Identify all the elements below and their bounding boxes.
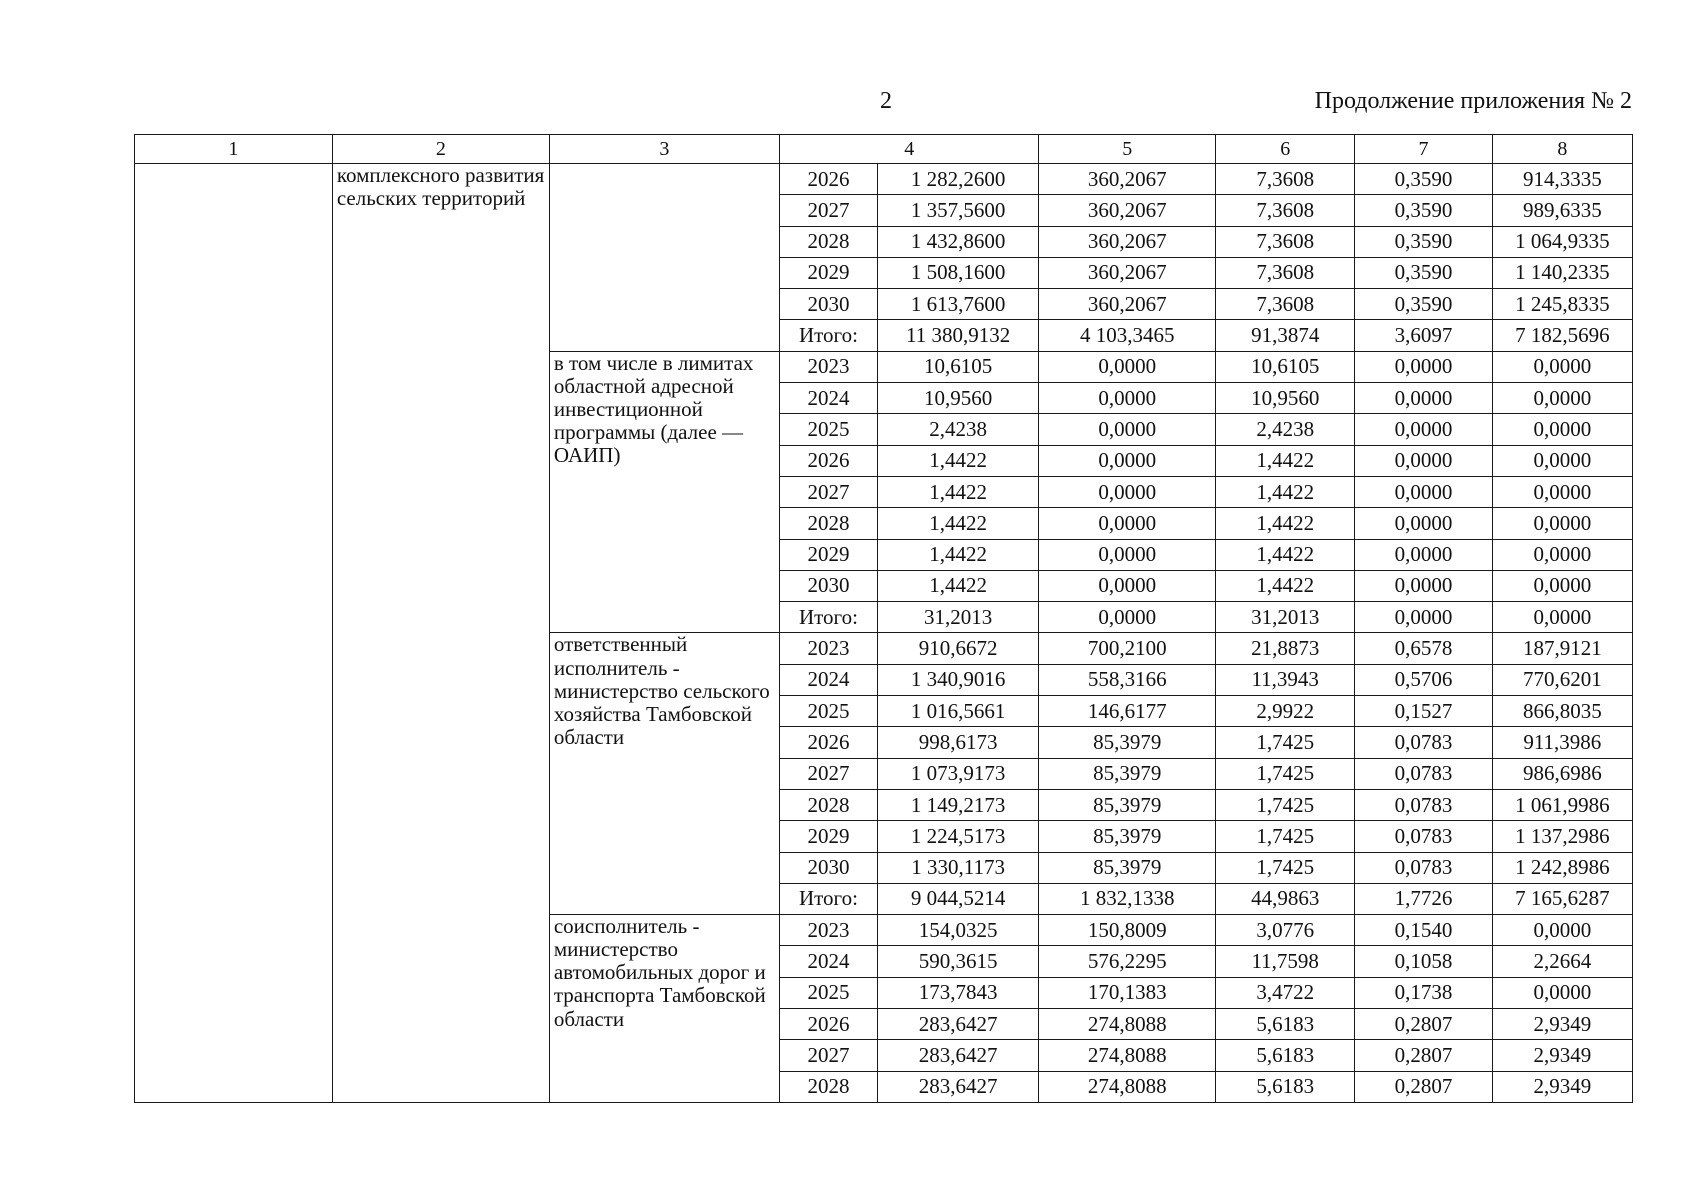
value-cell: 10,6105 — [1216, 351, 1355, 382]
value-cell: 0,0000 — [1492, 570, 1632, 601]
value-cell: 770,6201 — [1492, 664, 1632, 695]
value-cell: 1 064,9335 — [1492, 226, 1632, 257]
value-cell: 1 149,2173 — [877, 789, 1039, 820]
value-cell: 7,3608 — [1216, 195, 1355, 226]
value-cell: 0,0000 — [1039, 570, 1216, 601]
value-cell: 0,2807 — [1355, 1009, 1492, 1040]
value-cell: 10,9560 — [1216, 383, 1355, 414]
value-cell: 1,4422 — [877, 476, 1039, 507]
year-cell: 2023 — [780, 351, 878, 382]
value-cell: 0,0000 — [1355, 602, 1492, 633]
value-cell: 0,1527 — [1355, 696, 1492, 727]
value-cell: 274,8088 — [1039, 1040, 1216, 1071]
value-cell: 11,7598 — [1216, 946, 1355, 977]
value-cell: 0,0783 — [1355, 727, 1492, 758]
year-cell: Итого: — [780, 320, 878, 351]
value-cell: 0,2807 — [1355, 1040, 1492, 1071]
value-cell: 0,3590 — [1355, 164, 1492, 195]
value-cell: 85,3979 — [1039, 852, 1216, 883]
value-cell: 1 357,5600 — [877, 195, 1039, 226]
value-cell: 0,0000 — [1039, 383, 1216, 414]
value-cell: 0,0000 — [1492, 351, 1632, 382]
value-cell: 44,9863 — [1216, 883, 1355, 914]
value-cell: 2,2664 — [1492, 946, 1632, 977]
value-cell: 2,9349 — [1492, 1071, 1632, 1102]
value-cell: 31,2013 — [877, 602, 1039, 633]
year-cell: 2030 — [780, 570, 878, 601]
value-cell: 360,2067 — [1039, 289, 1216, 320]
year-cell: 2024 — [780, 946, 878, 977]
value-cell: 1 016,5661 — [877, 696, 1039, 727]
year-cell: 2023 — [780, 633, 878, 664]
value-cell: 0,1540 — [1355, 915, 1492, 946]
value-cell: 150,8009 — [1039, 915, 1216, 946]
value-cell: 558,3166 — [1039, 664, 1216, 695]
value-cell: 0,3590 — [1355, 289, 1492, 320]
value-cell: 3,4722 — [1216, 977, 1355, 1008]
year-cell: 2027 — [780, 195, 878, 226]
value-cell: 0,0000 — [1039, 351, 1216, 382]
value-cell: 0,0000 — [1039, 476, 1216, 507]
value-cell: 866,8035 — [1492, 696, 1632, 727]
column-1-cell — [135, 164, 333, 1103]
value-cell: 998,6173 — [877, 727, 1039, 758]
value-cell: 21,8873 — [1216, 633, 1355, 664]
value-cell: 1,4422 — [1216, 476, 1355, 507]
value-cell: 911,3986 — [1492, 727, 1632, 758]
year-cell: 2028 — [780, 1071, 878, 1102]
value-cell: 2,9349 — [1492, 1009, 1632, 1040]
value-cell: 0,0000 — [1492, 383, 1632, 414]
value-cell: 1 282,2600 — [877, 164, 1039, 195]
value-cell: 10,6105 — [877, 351, 1039, 382]
column-header-6: 6 — [1216, 135, 1355, 164]
financing-table — [134, 134, 1633, 1103]
funding-group-label: в том числе в лимитах областной адресной инвестиционной программы (далее — ОАИП) — [549, 351, 779, 633]
value-cell: 0,0783 — [1355, 821, 1492, 852]
value-cell: 1 613,7600 — [877, 289, 1039, 320]
funding-group-label: ответственный исполнитель - министерство сельского хозяйства Тамбовской области — [549, 633, 779, 915]
value-cell: 1,4422 — [1216, 539, 1355, 570]
value-cell: 5,6183 — [1216, 1009, 1355, 1040]
column-header-5: 5 — [1039, 135, 1216, 164]
year-cell: Итого: — [780, 602, 878, 633]
year-cell: 2028 — [780, 508, 878, 539]
value-cell: 146,6177 — [1039, 696, 1216, 727]
value-cell: 1 330,1173 — [877, 852, 1039, 883]
year-cell: 2027 — [780, 1040, 878, 1071]
value-cell: 914,3335 — [1492, 164, 1632, 195]
value-cell: 1 140,2335 — [1492, 257, 1632, 288]
value-cell: 0,0783 — [1355, 758, 1492, 789]
value-cell: 0,0000 — [1355, 414, 1492, 445]
value-cell: 2,9349 — [1492, 1040, 1632, 1071]
value-cell: 5,6183 — [1216, 1071, 1355, 1102]
value-cell: 1 073,9173 — [877, 758, 1039, 789]
value-cell: 1,4422 — [1216, 508, 1355, 539]
year-cell: 2027 — [780, 476, 878, 507]
year-cell: 2025 — [780, 696, 878, 727]
value-cell: 11,3943 — [1216, 664, 1355, 695]
value-cell: 1,7425 — [1216, 821, 1355, 852]
value-cell: 0,0000 — [1355, 570, 1492, 601]
value-cell: 910,6672 — [877, 633, 1039, 664]
funding-group-label: соисполнитель - министерство автомобильных дорог и транспорта Тамбовской области — [549, 915, 779, 1103]
value-cell: 0,3590 — [1355, 226, 1492, 257]
value-cell: 7,3608 — [1216, 257, 1355, 288]
value-cell: 0,0000 — [1492, 539, 1632, 570]
year-cell: 2030 — [780, 289, 878, 320]
value-cell: 0,0000 — [1492, 915, 1632, 946]
value-cell: 989,6335 — [1492, 195, 1632, 226]
value-cell: 1,7425 — [1216, 758, 1355, 789]
year-cell: 2027 — [780, 758, 878, 789]
value-cell: 0,0000 — [1492, 602, 1632, 633]
value-cell: 0,0000 — [1492, 508, 1632, 539]
year-cell: 2025 — [780, 977, 878, 1008]
value-cell: 0,0783 — [1355, 852, 1492, 883]
value-cell: 10,9560 — [877, 383, 1039, 414]
funding-group-label — [549, 164, 779, 352]
value-cell: 85,3979 — [1039, 758, 1216, 789]
value-cell: 1,7425 — [1216, 852, 1355, 883]
value-cell: 85,3979 — [1039, 727, 1216, 758]
column-header-1: 1 — [135, 135, 333, 164]
value-cell: 360,2067 — [1039, 257, 1216, 288]
value-cell: 700,2100 — [1039, 633, 1216, 664]
column-header-7: 7 — [1355, 135, 1492, 164]
value-cell: 283,6427 — [877, 1071, 1039, 1102]
value-cell: 1 340,9016 — [877, 664, 1039, 695]
column-header-8: 8 — [1492, 135, 1632, 164]
value-cell: 3,0776 — [1216, 915, 1355, 946]
value-cell: 0,0000 — [1355, 476, 1492, 507]
value-cell: 0,1738 — [1355, 977, 1492, 1008]
value-cell: 7 165,6287 — [1492, 883, 1632, 914]
value-cell: 7,3608 — [1216, 164, 1355, 195]
value-cell: 0,0000 — [1039, 508, 1216, 539]
value-cell: 0,0000 — [1355, 445, 1492, 476]
year-cell: 2024 — [780, 664, 878, 695]
value-cell: 91,3874 — [1216, 320, 1355, 351]
value-cell: 0,0000 — [1355, 383, 1492, 414]
value-cell: 1 137,2986 — [1492, 821, 1632, 852]
value-cell: 360,2067 — [1039, 226, 1216, 257]
value-cell: 1 508,1600 — [877, 257, 1039, 288]
value-cell: 1,4422 — [877, 508, 1039, 539]
year-cell: 2026 — [780, 445, 878, 476]
value-cell: 4 103,3465 — [1039, 320, 1216, 351]
value-cell: 1,4422 — [1216, 570, 1355, 601]
table-body — [135, 164, 1633, 1103]
year-cell: 2028 — [780, 789, 878, 820]
value-cell: 576,2295 — [1039, 946, 1216, 977]
value-cell: 1,4422 — [877, 539, 1039, 570]
year-cell: Итого: — [780, 883, 878, 914]
value-cell: 0,0000 — [1492, 414, 1632, 445]
value-cell: 360,2067 — [1039, 195, 1216, 226]
value-cell: 0,0000 — [1039, 539, 1216, 570]
value-cell: 0,1058 — [1355, 946, 1492, 977]
value-cell: 590,3615 — [877, 946, 1039, 977]
value-cell: 1 242,8986 — [1492, 852, 1632, 883]
value-cell: 173,7843 — [877, 977, 1039, 1008]
value-cell: 1 245,8335 — [1492, 289, 1632, 320]
year-cell: 2026 — [780, 727, 878, 758]
value-cell: 1,7425 — [1216, 789, 1355, 820]
value-cell: 1,4422 — [1216, 445, 1355, 476]
value-cell: 2,4238 — [877, 414, 1039, 445]
year-cell: 2028 — [780, 226, 878, 257]
value-cell: 360,2067 — [1039, 164, 1216, 195]
column-header-4: 4 — [780, 135, 1039, 164]
value-cell: 1 832,1338 — [1039, 883, 1216, 914]
year-cell: 2029 — [780, 539, 878, 570]
value-cell: 283,6427 — [877, 1009, 1039, 1040]
value-cell: 0,0000 — [1492, 476, 1632, 507]
value-cell: 0,6578 — [1355, 633, 1492, 664]
value-cell: 0,0000 — [1492, 977, 1632, 1008]
value-cell: 2,9922 — [1216, 696, 1355, 727]
value-cell: 0,2807 — [1355, 1071, 1492, 1102]
value-cell: 7 182,5696 — [1492, 320, 1632, 351]
value-cell: 0,0000 — [1492, 445, 1632, 476]
year-cell: 2030 — [780, 852, 878, 883]
year-cell: 2026 — [780, 164, 878, 195]
value-cell: 986,6986 — [1492, 758, 1632, 789]
value-cell: 0,3590 — [1355, 195, 1492, 226]
appendix-caption: Продолжение приложения № 2 — [1314, 88, 1632, 114]
value-cell: 5,6183 — [1216, 1040, 1355, 1071]
year-cell: 2025 — [780, 414, 878, 445]
value-cell: 274,8088 — [1039, 1009, 1216, 1040]
table-row — [135, 164, 1633, 195]
value-cell: 31,2013 — [1216, 602, 1355, 633]
value-cell: 0,0000 — [1039, 414, 1216, 445]
value-cell: 0,5706 — [1355, 664, 1492, 695]
value-cell: 7,3608 — [1216, 226, 1355, 257]
page-number: 2 — [880, 88, 892, 114]
value-cell: 7,3608 — [1216, 289, 1355, 320]
value-cell: 0,0000 — [1355, 539, 1492, 570]
value-cell: 0,0000 — [1039, 602, 1216, 633]
value-cell: 0,0000 — [1039, 445, 1216, 476]
value-cell: 1 224,5173 — [877, 821, 1039, 852]
year-cell: 2029 — [780, 821, 878, 852]
value-cell: 0,0000 — [1355, 351, 1492, 382]
value-cell: 170,1383 — [1039, 977, 1216, 1008]
column-number-row — [135, 135, 1633, 164]
value-cell: 154,0325 — [877, 915, 1039, 946]
value-cell: 3,6097 — [1355, 320, 1492, 351]
value-cell: 0,0000 — [1355, 508, 1492, 539]
value-cell: 1 432,8600 — [877, 226, 1039, 257]
value-cell: 1,7726 — [1355, 883, 1492, 914]
value-cell: 1,4422 — [877, 570, 1039, 601]
value-cell: 283,6427 — [877, 1040, 1039, 1071]
value-cell: 1,7425 — [1216, 727, 1355, 758]
value-cell: 85,3979 — [1039, 821, 1216, 852]
value-cell: 0,3590 — [1355, 257, 1492, 288]
column-header-2: 2 — [332, 135, 549, 164]
year-cell: 2024 — [780, 383, 878, 414]
value-cell: 1,4422 — [877, 445, 1039, 476]
value-cell: 85,3979 — [1039, 789, 1216, 820]
value-cell: 11 380,9132 — [877, 320, 1039, 351]
value-cell: 2,4238 — [1216, 414, 1355, 445]
value-cell: 187,9121 — [1492, 633, 1632, 664]
program-name-cell: комплексного развития сельских территорий — [332, 164, 549, 1103]
value-cell: 274,8088 — [1039, 1071, 1216, 1102]
year-cell: 2029 — [780, 257, 878, 288]
value-cell: 0,0783 — [1355, 789, 1492, 820]
year-cell: 2023 — [780, 915, 878, 946]
value-cell: 9 044,5214 — [877, 883, 1039, 914]
year-cell: 2026 — [780, 1009, 878, 1040]
column-header-3: 3 — [549, 135, 779, 164]
value-cell: 1 061,9986 — [1492, 789, 1632, 820]
